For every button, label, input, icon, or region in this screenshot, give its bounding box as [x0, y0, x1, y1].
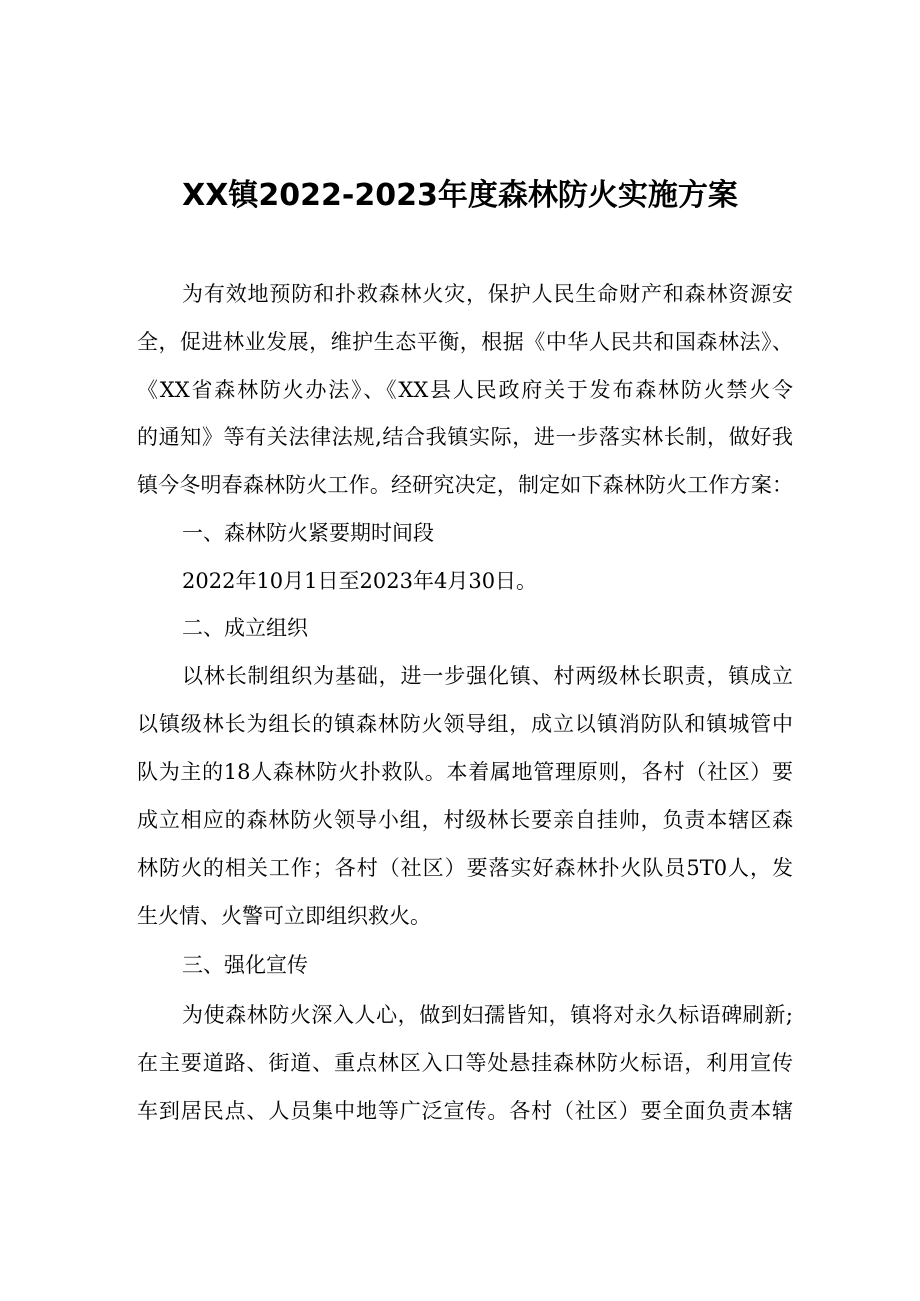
body-line: 在主要道路、街道、重点林区入口等处悬挂森林防火标语，利用宣传 — [137, 1051, 793, 1075]
intro-line: 镇今冬明春森林防火工作。经研究决定，制定如下森林防火工作方案： — [137, 473, 793, 497]
intro-line: 为有效地预防和扑救森林火灾，保护人民生命财产和森林资源安 — [182, 282, 793, 306]
body-line: 成立相应的森林防火领导小组，村级林长要亲自挂帅，负责本辖区森 — [137, 808, 793, 832]
document-title: XX镇2022-2023年度森林防火实施方案 — [182, 178, 738, 213]
intro-line: 全，促进林业发展，维护生态平衡，根据《中华人民共和国森林法》、 — [137, 330, 793, 354]
body-line: 车到居民点、人员集中地等广泛宣传。各村（社区）要全面负责本辖 — [137, 1099, 793, 1123]
body-line: 生火情、火警可立即组织救火。 — [137, 904, 431, 928]
period-text: 2022年10月1日至2023年4月30日。 — [182, 569, 538, 593]
intro-line: 《XX省森林防火办法》、《XX县人民政府关于发布森林防火禁火令 — [137, 378, 793, 402]
body-line: 以镇级林长为组长的镇森林防火领导组，成立以镇消防队和镇城管中 — [137, 712, 793, 736]
section-heading: 一、森林防火紧要期时间段 — [182, 521, 434, 545]
body-line: 队为主的18人森林防火扑救队。本着属地管理原则，各村（社区）要 — [137, 760, 793, 784]
section-heading: 三、强化宣传 — [182, 953, 308, 977]
body-line: 林防火的相关工作；各村（社区）要落实好森林扑火队员5T0人，发 — [137, 856, 793, 880]
intro-line: 的通知》等有关法律法规,结合我镇实际，进一步落实林长制，做好我 — [137, 425, 793, 449]
body-line: 为使森林防火深入人心，做到妇孺皆知，镇将对永久标语碑刷新; — [182, 1003, 793, 1027]
section-heading: 二、成立组织 — [182, 616, 308, 640]
body-line: 以林长制组织为基础，进一步强化镇、村两级林长职责，镇成立 — [182, 664, 793, 688]
